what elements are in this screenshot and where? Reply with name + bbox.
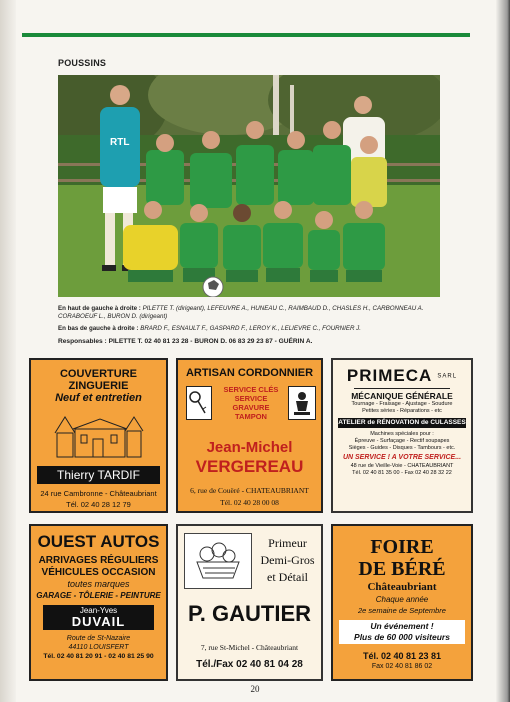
team-photo-illustration bbox=[58, 75, 440, 297]
ad-ouest-autos-l3: toutes marques bbox=[67, 579, 130, 589]
ad-vergereau-tel: Tél. 02 40 28 00 08 bbox=[220, 498, 279, 507]
ad-vergereau-firstname: Jean-Michel bbox=[206, 439, 293, 456]
ad-primeca-address: 48 rue de Vieille-Voie - CHATEAUBRIANT bbox=[350, 463, 454, 469]
ad-ouest-autos-l1: ARRIVAGES RÉGULIERS bbox=[38, 555, 159, 566]
ad-primeca-title: MÉCANIQUE GÉNÉRALE bbox=[351, 391, 453, 401]
ad-primeca-atelier: ATELIER de RÉNOVATION de CULASSES bbox=[338, 419, 466, 426]
section-title: POUSSINS bbox=[58, 58, 107, 68]
caption-responsables: Responsables : PILETTE T. 02 40 81 23 28 - BURON D. 06 83 29 23 87 - GUÉRIN A. bbox=[58, 338, 313, 345]
page-edge-shadow bbox=[496, 0, 510, 702]
ad-ouest-autos-addr2: 44110 LOUISFERT bbox=[68, 644, 129, 651]
page-spine-shadow bbox=[0, 0, 16, 702]
ad-primeca-m2: Sièges - Guides - Disques - Tambours - etc. bbox=[348, 445, 456, 451]
fruit-basket-icon bbox=[184, 533, 252, 589]
caption-top-row: En haut de gauche à droite : PILETTE T. (dirigeant), LEFEUVRE A., HUNEAU C., RAIMBAUD D., CHASLES H., CARBONNEAU A. CORABOEUF L., BURON D. (dirigeant) bbox=[58, 305, 424, 320]
caption-bottom-row: En bas de gauche à droite : BRARD F., ESNAULT F., GASPARD F., LEROY K., LELIEVRE C., FOURNIER J. bbox=[58, 325, 361, 332]
ad-primeca-services1: Tournage - Fraisage - Ajustage - Soudure bbox=[351, 401, 453, 407]
ad-foire-l2: DE BÉRÉ bbox=[358, 558, 446, 580]
ad-ouest-autos bbox=[29, 524, 168, 681]
ad-foire-semaine: 2e semaine de Septembre bbox=[358, 606, 446, 615]
ad-ouest-autos-tel: Tél. 02 40 81 20 91 - 02 40 81 25 90 bbox=[43, 653, 154, 660]
ad-foire-l1: FOIRE bbox=[370, 536, 434, 558]
ad-foire-de-bere bbox=[331, 524, 473, 681]
page-number: 20 bbox=[250, 684, 260, 694]
ad-primeca-m1: Épreuve - Surfaçage - Rectif soupapes bbox=[354, 438, 450, 444]
ad-foire-tel: Tél. 02 40 81 23 81 bbox=[362, 651, 442, 661]
ad-tardif-line2: ZINGUERIE bbox=[68, 380, 129, 392]
ad-ouest-autos-namebox: Jean-Yves DUVAIL bbox=[43, 605, 154, 630]
ad-foire-fax: Fax 02 40 81 86 02 bbox=[371, 663, 433, 670]
logo-underline bbox=[354, 388, 450, 389]
ad-primeca bbox=[331, 358, 473, 513]
ad-tardif-address: 24 rue Cambronne - Châteaubriant bbox=[40, 489, 157, 498]
ad-vergereau-title: ARTISAN CORDONNIER bbox=[185, 367, 314, 379]
ad-gautier-name: P. GAUTIER bbox=[187, 601, 312, 626]
ad-gautier-tagline: Primeur Demi-Gros et Détail bbox=[260, 536, 315, 584]
keys-icon bbox=[186, 386, 212, 420]
ad-tardif-line1: COUVERTURE bbox=[59, 368, 137, 380]
ad-gautier bbox=[176, 524, 323, 681]
ad-tardif-tel: Tél. 02 40 28 12 79 bbox=[66, 500, 131, 509]
ad-gautier-tel: Tél./Fax 02 40 81 04 28 bbox=[196, 659, 303, 670]
ad-tardif-name: Thierry TARDIF bbox=[37, 466, 160, 484]
ad-primeca-services2: Petites séries - Réparations - etc bbox=[362, 408, 442, 414]
ad-vergereau-lastname: VERGEREAU bbox=[195, 457, 304, 476]
ad-foire-chaque: Chaque année bbox=[375, 595, 429, 604]
ad-tardif bbox=[29, 358, 168, 513]
house-drawing-icon bbox=[49, 411, 149, 459]
ad-vergereau-address: 6, rue de Couëré - CHATEAUBRIANT bbox=[190, 486, 309, 495]
ad-primeca-slogan: UN SERVICE ! A VOTRE SERVICE... bbox=[342, 454, 462, 461]
ad-ouest-autos-l2: VÉHICULES OCCASION bbox=[41, 567, 156, 578]
photo-caption bbox=[58, 305, 443, 346]
green-header-bar bbox=[22, 33, 470, 37]
ad-ouest-autos-title: OUEST AUTOS bbox=[37, 532, 160, 551]
ad-foire-town: Châteaubriant bbox=[367, 581, 437, 593]
ad-primeca-tel: Tél. 02 40 81 35 00 - Fax 02 40 28 32 22 bbox=[352, 470, 452, 476]
primeca-logo: PRIMECA SARL bbox=[346, 366, 458, 385]
svg-text:RTL: RTL bbox=[110, 137, 130, 148]
team-photo bbox=[58, 75, 440, 297]
ad-primeca-machines: Machines spéciales pour : bbox=[370, 431, 434, 437]
ad-tardif-line3: Neuf et entretien bbox=[55, 392, 142, 404]
cobbler-icon bbox=[288, 386, 316, 420]
ad-gautier-address: 7, rue St-Michel - Châteaubriant bbox=[200, 643, 299, 652]
ad-vergereau bbox=[176, 358, 323, 513]
ad-vergereau-services: SERVICE CLÉS SERVICE GRAVURE TAMPON bbox=[223, 385, 279, 421]
ad-ouest-autos-addr1: Route de St-Nazaire bbox=[66, 635, 131, 642]
ad-ouest-autos-l4: GARAGE - TÔLERIE - PEINTURE bbox=[36, 591, 161, 600]
ad-foire-event-box: Un événement ! Plus de 60 000 visiteurs bbox=[339, 620, 465, 644]
